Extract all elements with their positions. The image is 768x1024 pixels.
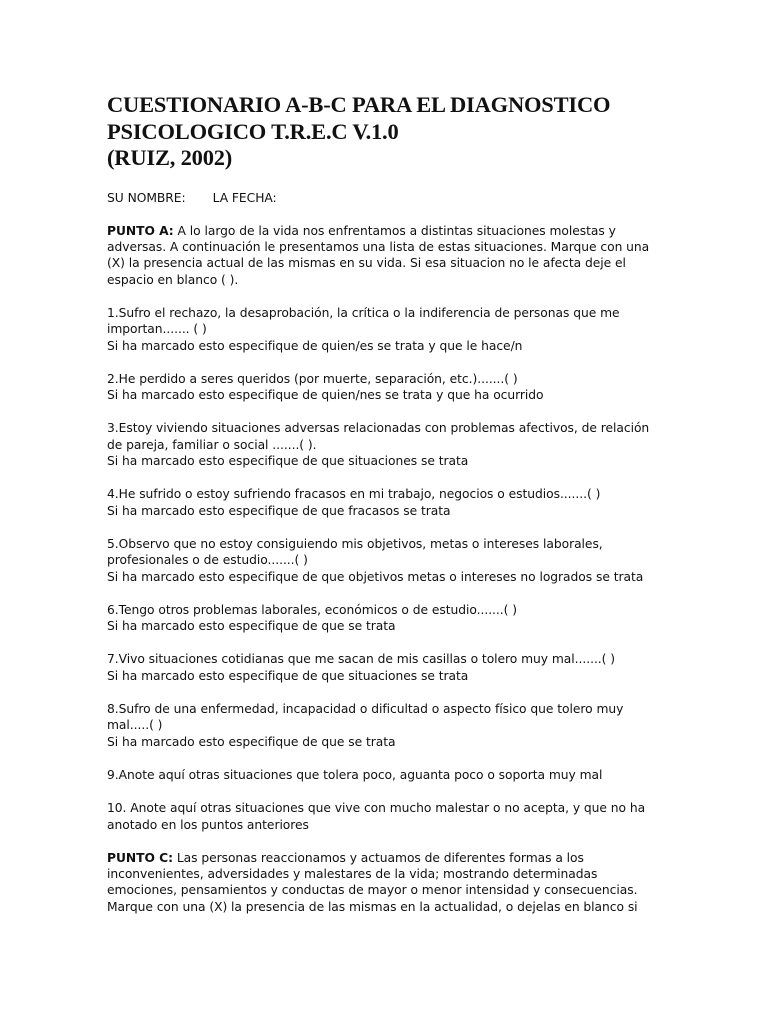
question-item-1 <box>107 305 663 354</box>
question-text: 1.Sufro el rechazo, la desaprobación, la crítica o la indiferencia de personas que me importan....... ( ) <box>107 305 620 337</box>
name-date-line <box>107 190 663 206</box>
punto-c-paragraph <box>107 850 663 915</box>
question-text: 10. Anote aquí otras situaciones que vive con mucho malestar o no acepta, y que no ha anotado en los puntos anteriores <box>107 801 646 832</box>
name-label: SU NOMBRE: <box>107 190 186 205</box>
question-note: Si ha marcado esto especifique de que situaciones se trata <box>107 454 469 469</box>
question-item-5 <box>107 536 663 585</box>
date-label: LA FECHA: <box>212 190 277 205</box>
question-note: Si ha marcado esto especifique de que situaciones se trata <box>107 668 469 683</box>
punto-a-paragraph <box>107 223 663 288</box>
question-item-8 <box>107 701 663 750</box>
question-text: 6.Tengo otros problemas laborales, económicos o de estudio.......( ) <box>107 602 517 617</box>
question-item-7 <box>107 651 663 684</box>
document-page <box>107 92 663 915</box>
punto-c-label: PUNTO C: <box>107 850 173 865</box>
title-line-1: CUESTIONARIO A-B-C PARA EL DIAGNOSTICO <box>107 92 611 117</box>
question-item-3 <box>107 420 663 469</box>
question-text: 8.Sufro de una enfermedad, incapacidad o dificultad o aspecto físico que tolero muy mal.....( ) <box>107 702 624 733</box>
question-text: 2.He perdido a seres queridos (por muerte, separación, etc.).......( ) <box>107 371 518 386</box>
question-item-6 <box>107 602 663 635</box>
document-title <box>107 92 663 172</box>
punto-a-text: A lo largo de la vida nos enfrentamos a distintas situaciones molestas y adversas. A continuación le presentamos una lista de estas situaciones. Marque con una (X) la presencia actual de las mismas en su vida. Si esa situacion no le afecta deje el espacio en blanco ( ). <box>107 223 650 287</box>
punto-a-label: PUNTO A: <box>107 223 174 238</box>
question-note: Si ha marcado esto especifique de quien/nes se trata y que ha ocurrido <box>107 388 544 403</box>
question-item-10 <box>107 800 663 833</box>
title-line-2: PSICOLOGICO T.R.E.C V.1.0 <box>107 118 399 144</box>
question-item-9 <box>107 767 663 783</box>
question-note: Si ha marcado esto especifique de que se trata <box>107 734 396 749</box>
question-text: 4.He sufrido o estoy sufriendo fracasos en mi trabajo, negocios o estudios.......( ) <box>107 487 601 502</box>
question-item-2 <box>107 371 663 404</box>
title-line-3: (RUIZ, 2002) <box>107 145 233 170</box>
question-text: 3.Estoy viviendo situaciones adversas relacionadas con problemas afectivos, de relación de pareja, familiar o social .......( ). <box>107 421 650 452</box>
punto-c-text: Las personas reaccionamos y actuamos de diferentes formas a los inconvenientes, adversidades y malestares de la vida; mostrando determinadas emociones, pensamientos y conductas de mayor o menor intensidad y consecuencias. Marque con una (X) la presencia de las mismas en la actualidad, o dejelas en blanco si <box>107 850 638 914</box>
question-text: 7.Vivo situaciones cotidianas que me sacan de mis casillas o tolero muy mal.......( ) <box>107 652 616 667</box>
question-note: Si ha marcado esto especifique de que fracasos se trata <box>107 503 451 518</box>
question-text: 9.Anote aquí otras situaciones que tolera poco, aguanta poco o soporta muy mal <box>107 767 603 782</box>
question-note: Si ha marcado esto especifique de que se trata <box>107 619 396 634</box>
question-text: 5.Observo que no estoy consiguiendo mis objetivos, metas o intereses laborales, profesionales o de estudio.......( ) <box>107 536 603 568</box>
question-note: Si ha marcado esto especifique de que objetivos metas o intereses no logrados se trata <box>107 569 644 584</box>
question-note: Si ha marcado esto especifique de quien/es se trata y que le hace/n <box>107 338 523 353</box>
question-item-4 <box>107 486 663 519</box>
